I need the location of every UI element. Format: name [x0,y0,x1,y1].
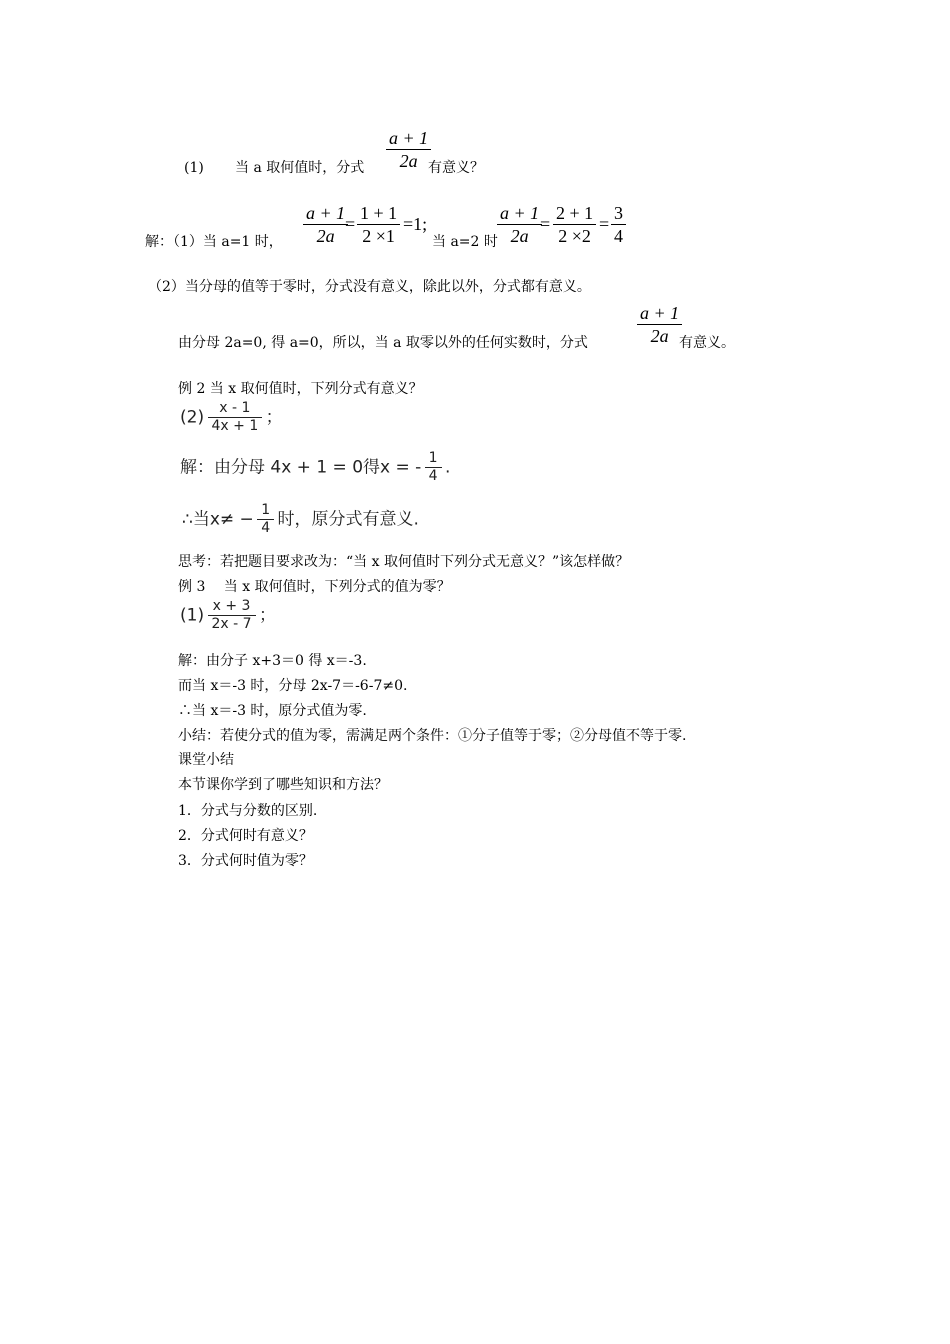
equals-sign: = [345,214,356,234]
ex3-solution-2: 而当 x＝-3 时，分母 2x-7＝-6-7≠0. [178,678,408,694]
summary-item: 2．分式何时有意义？ [178,828,313,844]
ex3-solution-3: ∴当 x＝-3 时，原分式值为零. [178,703,367,719]
fraction-denominator: 2a [399,151,418,171]
fraction-numerator: a + 1 [500,203,540,223]
fraction-denominator: 2 ×2 [558,226,591,246]
fraction-numerator: 1 [261,502,271,518]
solution-suffix: . [445,457,451,478]
q1-label: (1) [184,160,204,176]
summary-note: 小结：若使分式的值为零，需满足两个条件：①分子值等于零；②分母值不等于零. [178,728,687,744]
fraction-denominator: 2a [510,226,529,246]
fraction-numerator: x - 1 [219,400,251,416]
sol2-line2: 由分母 2a=0, 得 a=0，所以，当 a 取零以外的任何实数时，分式 [178,335,588,351]
fraction-denominator: 4 [614,226,623,246]
summary-question: 本节课你学到了哪些知识和方法？ [178,777,388,793]
equals-sign: = [599,214,610,234]
item-suffix: ； [265,407,283,428]
fraction-denominator: 4x + 1 [211,418,259,434]
ex3-item-fraction [210,598,254,633]
sol1-fraction-1 [303,202,348,247]
solution-text: 解：由分母 4x + 1 = 0得x = - [180,457,422,478]
sol1-fraction-4 [553,202,596,247]
sol1-mid: 当 a=2 时 [432,234,498,250]
ex2-item [180,400,283,435]
fraction-numerator: 2 + 1 [556,203,594,223]
ex2-conclusion-fraction [259,502,272,537]
ex3-solution-1: 解：由分子 x+3＝0 得 x＝-3. [178,653,367,669]
summary-item: 3．分式何时值为零？ [178,853,313,869]
ex2-solution-fraction [427,450,440,485]
fraction-numerator: x + 3 [212,598,251,614]
fraction-denominator: 2a [316,226,335,246]
fraction-denominator: 4 [428,468,438,484]
fraction-numerator: a + 1 [389,128,429,148]
fraction-denominator: 2 ×1 [362,226,395,246]
sol1-fraction-3 [497,202,542,247]
item-label: (1) [180,605,205,626]
ex3-title: 例 3 当 x 取何值时，下列分式的值为零？ [178,579,451,595]
sol1-fraction-2 [357,202,400,247]
q1-suffix: 有意义？ [428,160,484,176]
fraction-numerator: 1 [428,450,438,466]
equals-sign: = [540,214,551,234]
think-prompt: 思考：若把题目要求改为：“当 x 取何值时下列分式无意义？”该怎样做？ [178,554,630,570]
sol2-fraction [637,302,682,347]
ex2-solution [180,450,450,485]
fraction-numerator: a + 1 [640,303,680,323]
ex2-item-fraction [210,400,261,435]
summary-item: 1．分式与分数的区别. [178,803,318,819]
conclusion-text: ∴当x≠ − [182,509,254,530]
item-suffix: ； [258,605,276,626]
fraction-numerator: 3 [614,203,623,223]
sol2-suffix: 有意义。 [679,335,735,351]
fraction-numerator: 1 + 1 [360,203,398,223]
q1-text: 当 a 取何值时，分式 [235,160,365,176]
q1-fraction [386,127,431,172]
sol2-line1: （2）当分母的值等于零时，分式没有意义，除此以外，分式都有意义。 [148,279,591,295]
summary-heading: 课堂小结 [178,752,234,768]
sol1-fraction-5 [611,202,626,247]
conclusion-suffix: 时，原分式有意义. [277,509,419,530]
sol1-label: 解：（1）当 a=1 时， [145,234,283,250]
ex3-item [180,598,276,633]
fraction-denominator: 2a [650,326,669,346]
fraction-denominator: 4 [261,520,271,536]
fraction-denominator: 2x - 7 [211,616,252,632]
ex2-title: 例 2 当 x 取何值时，下列分式有意义？ [178,381,423,397]
equals-result: =1; [403,214,428,234]
ex2-conclusion [182,502,419,537]
item-label: (2) [180,407,205,428]
fraction-numerator: a + 1 [306,203,346,223]
